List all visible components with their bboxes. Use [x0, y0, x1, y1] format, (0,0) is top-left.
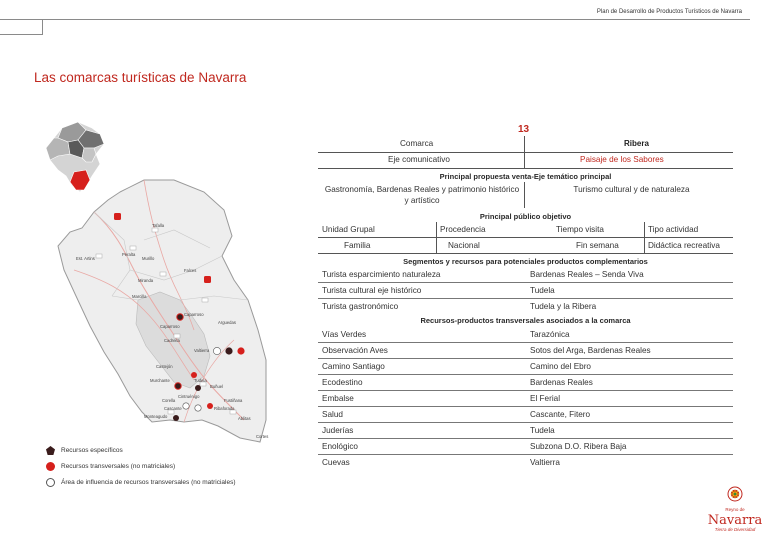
publico-header-row	[318, 222, 733, 238]
segment-resource: Tudela y la Ribera	[530, 302, 597, 311]
transversal-resource: Camino Santiago	[322, 362, 385, 371]
transversal-row	[318, 407, 733, 423]
eje-row	[318, 152, 733, 169]
segment-resource: Tudela	[530, 286, 555, 295]
segment: Turista esparcimiento naturaleza	[322, 270, 441, 279]
publico-value-row	[318, 238, 733, 254]
publico-header: Tiempo visita	[556, 225, 604, 234]
transversal-resource: Cuevas	[322, 458, 350, 467]
segment: Turista gastronómico	[322, 302, 399, 311]
column-divider	[644, 222, 645, 254]
transversal-location: Subzona D.O. Ribera Baja	[530, 442, 627, 451]
region-map	[34, 120, 274, 460]
transversal-location: Cascante, Fitero	[530, 410, 591, 419]
legend-label: Recursos específicos	[61, 447, 123, 454]
propuesta-right: Turismo cultural y de naturaleza	[573, 185, 690, 194]
segmento-row	[318, 267, 733, 283]
map-label: Buñuel	[210, 384, 224, 389]
map-label: Valtierra	[194, 348, 210, 353]
header-bracket	[0, 20, 43, 35]
segmento-row	[318, 299, 733, 314]
column-divider	[436, 222, 437, 254]
transversal-resource: Salud	[322, 410, 343, 419]
segment-resource: Bardenas Reales – Senda Viva	[530, 270, 644, 279]
transversal-row	[318, 391, 733, 407]
map-label: Murillo	[142, 256, 155, 261]
transversal-row	[318, 343, 733, 359]
map-label: Peralta	[122, 252, 136, 257]
publico-value: Didáctica recreativa	[648, 241, 720, 250]
publico-value: Fin semana	[576, 241, 619, 250]
transversal-location: Sotos del Arga, Bardenas Reales	[530, 346, 651, 355]
header-line	[0, 19, 750, 20]
map-label: Caparroso	[184, 312, 204, 317]
map-label: Cortes	[256, 434, 269, 439]
comarca-label: Comarca	[400, 139, 434, 148]
transversal-row	[318, 439, 733, 455]
transversal-resource: Juderías	[322, 426, 354, 435]
legend-item	[46, 446, 306, 455]
transversal-location: Tudela	[530, 426, 555, 435]
page-title: Las comarcas turísticas de Navarra	[34, 70, 247, 85]
transversal-row	[318, 423, 733, 439]
propuesta-left: Gastronomía, Bardenas Reales y patrimonio histórico y artístico	[324, 185, 520, 205]
map-label: Est. Artins	[76, 256, 95, 261]
publico-title: Principal público objetivo	[479, 212, 572, 221]
map-label: Cadreita	[164, 338, 180, 343]
inset-map	[46, 122, 104, 192]
map-label: Tafalla	[152, 223, 165, 228]
comarca-row	[318, 136, 733, 153]
transversal-location: Valtierra	[530, 458, 560, 467]
segmento-row	[318, 283, 733, 299]
transversal-location: Camino del Ebro	[530, 362, 591, 371]
transversal-location: El Ferial	[530, 394, 561, 403]
map-label: Cascante	[164, 406, 182, 411]
coat-of-arms-icon	[727, 486, 743, 502]
comarca-number: 13	[518, 124, 530, 135]
publico-header: Procedencia	[440, 225, 486, 234]
publico-value: Familia	[344, 241, 371, 250]
map-label: Fustiñana	[224, 398, 243, 403]
map-label: Arguedas	[218, 320, 236, 325]
open-circle-icon	[46, 478, 55, 487]
navarra-logo	[706, 486, 764, 534]
eje-value: Paisaje de los Sabores	[580, 155, 664, 164]
logo-top-text: Reyno de	[725, 507, 745, 512]
transversal-row	[318, 359, 733, 375]
map-label: Murchante	[150, 378, 170, 383]
legend-label: Recursos transversales (no matriciales)	[61, 463, 176, 470]
transversal-resource: Ecodestino	[322, 378, 363, 387]
map-label: Castejón	[156, 364, 173, 369]
logo-name: Navarra	[707, 513, 763, 528]
map-label: Corella	[162, 398, 176, 403]
map-label: Miranda	[138, 278, 154, 283]
eje-label: Eje comunicativo	[388, 155, 450, 164]
legend-label: Área de influencia de recursos transversales (no matriciales)	[61, 479, 236, 486]
transversal-resource: Vías Verdes	[322, 330, 367, 339]
publico-value: Nacional	[448, 241, 480, 250]
map-label: Ablitas	[238, 416, 251, 421]
legend-item	[46, 478, 306, 487]
red-circle-icon	[46, 462, 55, 471]
header-title: Plan de Desarrollo de Productos Turísticos de Navarra	[596, 9, 742, 15]
propuesta-title: Principal propuesta venta-Eje temático principal	[439, 172, 612, 181]
column-divider	[524, 182, 525, 208]
map-label: Cintruénigo	[178, 394, 200, 399]
transversal-row	[318, 375, 733, 391]
publico-header: Tipo actividad	[648, 225, 699, 234]
logo-tagline: Tierra de Diversidad	[714, 527, 756, 532]
transversal-row	[318, 327, 733, 343]
map-label: Caparroso	[160, 324, 180, 329]
transversal-location: Bardenas Reales	[530, 378, 593, 387]
map-label: Tudela	[194, 378, 207, 383]
transversal-resource: Observación Aves	[322, 346, 388, 355]
transversal-resource: Embalse	[322, 394, 354, 403]
transversales-title: Recursos-productos transversales asociados a la comarca	[420, 316, 631, 325]
transversal-location: Tarazónica	[530, 330, 570, 339]
map-label: Monteagudo	[144, 414, 168, 419]
transversal-row	[318, 455, 733, 470]
dark-pentagon-icon	[46, 446, 55, 455]
segmentos-title: Segmentos y recursos para potenciales productos complementarios	[403, 257, 648, 266]
map-label: Marcilla	[132, 294, 147, 299]
map-label: Ribaforada	[214, 406, 235, 411]
comarca-value: Ribera	[624, 139, 649, 148]
map-label: Falces	[184, 268, 197, 273]
publico-header: Unidad Grupal	[322, 225, 375, 234]
legend-item	[46, 462, 306, 471]
transversal-resource: Enológico	[322, 442, 358, 451]
segment: Turista cultural eje histórico	[322, 286, 422, 295]
